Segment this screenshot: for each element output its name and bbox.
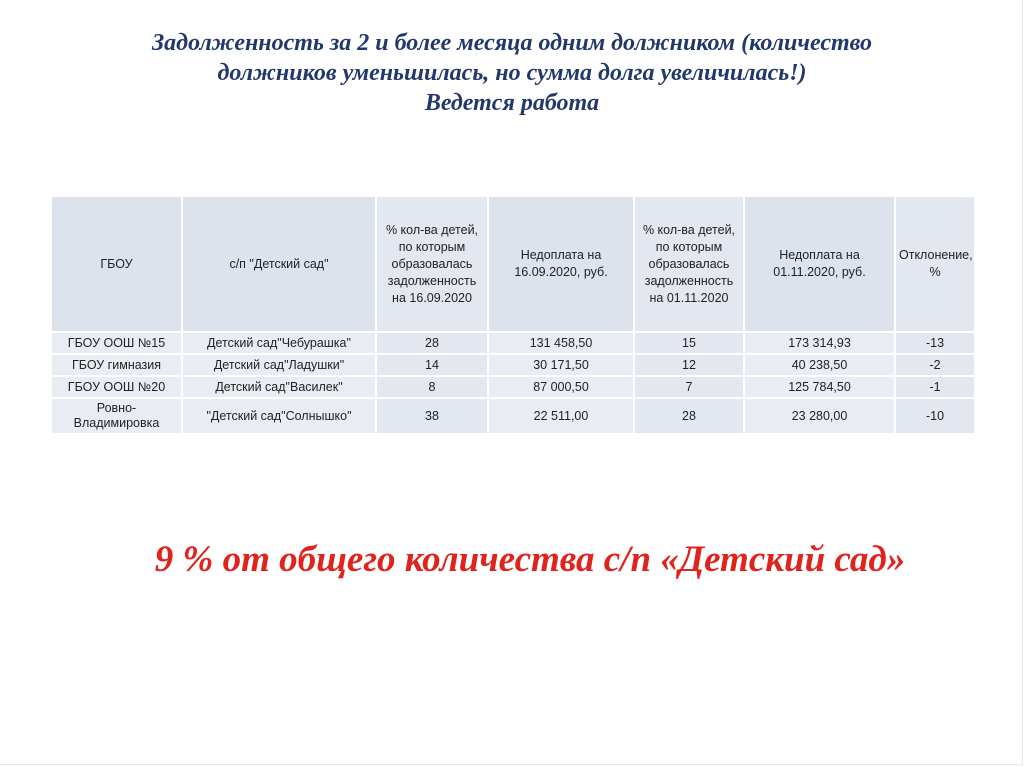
- header-gbou: ГБОУ: [51, 196, 182, 332]
- cell-kindergarten: Детский сад"Василек": [182, 376, 376, 398]
- table-row: [51, 354, 975, 376]
- cell-percent-nov: 15: [634, 332, 744, 354]
- cell-percent-nov: 7: [634, 376, 744, 398]
- table-header-row: [51, 196, 975, 332]
- header-kindergarten: с/п "Детский сад": [182, 196, 376, 332]
- cell-gbou: ГБОУ гимназия: [51, 354, 182, 376]
- header-percent-sep: % кол-ва детей, по которым образовалась задолженность на 16.09.2020: [376, 196, 488, 332]
- cell-underpay-sep: 30 171,50: [488, 354, 634, 376]
- cell-underpay-sep: 87 000,50: [488, 376, 634, 398]
- header-underpay-nov: Недоплата на 01.11.2020, руб.: [744, 196, 895, 332]
- title-line-2: должников уменьшилась, но сумма долга увеличилась!): [217, 60, 807, 86]
- table-row: [51, 376, 975, 398]
- table-row: [51, 398, 975, 434]
- cell-deviation: -2: [895, 354, 975, 376]
- cell-percent-sep: 38: [376, 398, 488, 434]
- cell-percent-sep: 28: [376, 332, 488, 354]
- cell-underpay-sep: 22 511,00: [488, 398, 634, 434]
- cell-underpay-nov: 40 238,50: [744, 354, 895, 376]
- cell-percent-nov: 28: [634, 398, 744, 434]
- debt-table: [50, 195, 976, 435]
- cell-deviation: -13: [895, 332, 975, 354]
- cell-kindergarten: Детский сад"Чебурашка": [182, 332, 376, 354]
- cell-percent-sep: 8: [376, 376, 488, 398]
- cell-kindergarten: Детский сад"Ладушки": [182, 354, 376, 376]
- cell-underpay-nov: 23 280,00: [744, 398, 895, 434]
- header-underpay-sep: Недоплата на 16.09.2020, руб.: [488, 196, 634, 332]
- cell-deviation: -10: [895, 398, 975, 434]
- header-percent-nov: % кол-ва детей, по которым образовалась задолженность на 01.11.2020: [634, 196, 744, 332]
- slide-title: [40, 28, 984, 118]
- cell-underpay-nov: 173 314,93: [744, 332, 895, 354]
- cell-gbou: ГБОУ ООШ №15: [51, 332, 182, 354]
- title-line-1: Задолженность за 2 и более месяца одним должником (количество: [151, 30, 873, 56]
- cell-gbou: Ровно-Владимировка: [51, 398, 182, 434]
- cell-deviation: -1: [895, 376, 975, 398]
- header-deviation: Отклонение, %: [895, 196, 975, 332]
- cell-underpay-nov: 125 784,50: [744, 376, 895, 398]
- cell-percent-nov: 12: [634, 354, 744, 376]
- cell-underpay-sep: 131 458,50: [488, 332, 634, 354]
- cell-gbou: ГБОУ ООШ №20: [51, 376, 182, 398]
- table-row: [51, 332, 975, 354]
- cell-percent-sep: 14: [376, 354, 488, 376]
- cell-kindergarten: "Детский сад"Солнышко": [182, 398, 376, 434]
- title-line-3: Ведется работа: [424, 90, 600, 116]
- summary-note: 9 % от общего количества с/п «Детский сад»: [154, 539, 906, 580]
